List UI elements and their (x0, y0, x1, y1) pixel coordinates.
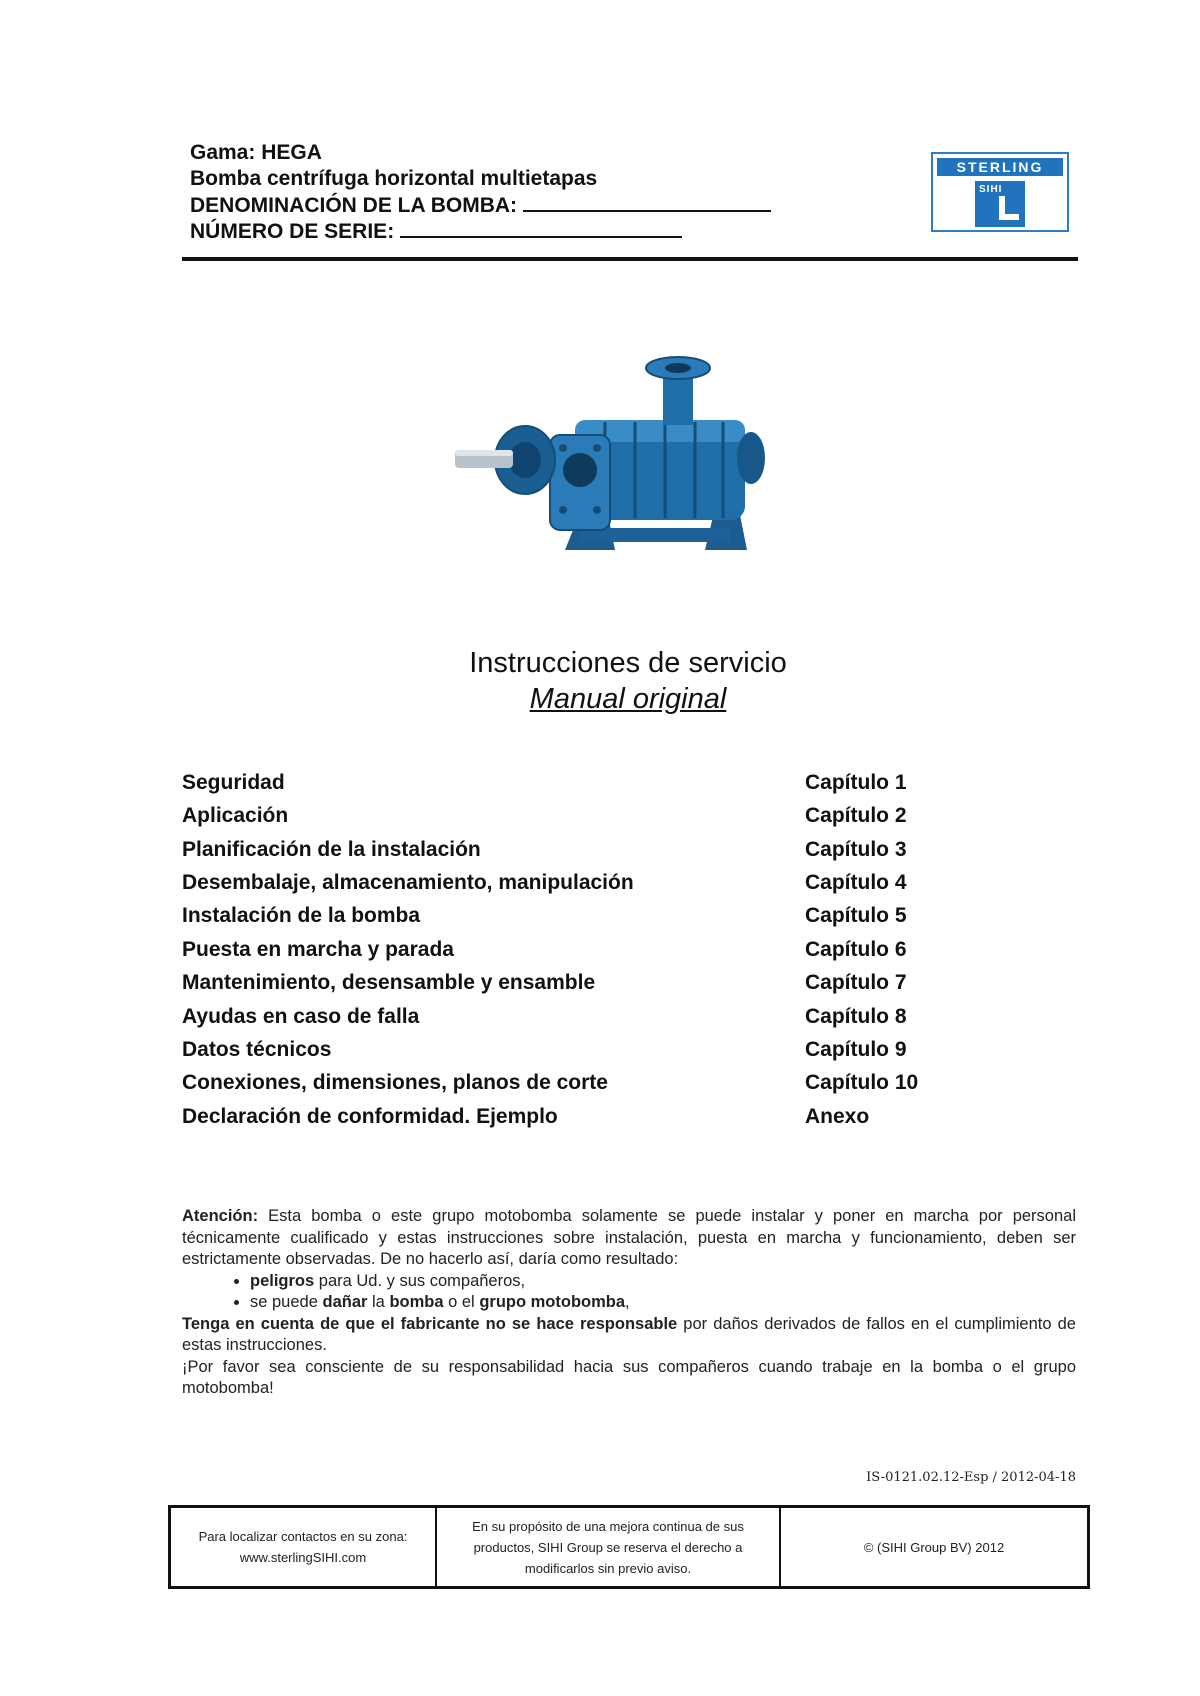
contents-row (182, 771, 962, 804)
contents-chapter: Capítulo 3 (805, 838, 907, 861)
footer-improvement-text: modificarlos sin previo aviso. (524, 1560, 692, 1576)
contents-row (182, 1105, 962, 1138)
footer-improvement-cell (435, 1508, 779, 1586)
serial-row (190, 218, 682, 245)
pump-type-label: Bomba centrífuga horizontal multietapas (190, 167, 598, 190)
contents-chapter: Capítulo 2 (805, 804, 907, 827)
attention-label: Atención: (182, 1207, 259, 1225)
contents-section: Declaración de conformidad. Ejemplo (182, 1105, 558, 1128)
contents-chapter: Capítulo 4 (805, 871, 907, 894)
footer-improvement-text: productos, SIHI Group se reserva el derecho a (473, 1539, 743, 1555)
contents-chapter: Capítulo 10 (805, 1071, 919, 1094)
footer-copyright: © (SIHI Group BV) 2012 (863, 1539, 1005, 1555)
contents-section: Conexiones, dimensiones, planos de corte (182, 1071, 608, 1094)
contents-chapter: Capítulo 7 (805, 971, 907, 994)
hazard-item: • peligros para Ud. y sus compañeros, (250, 1271, 1076, 1293)
contents-section: Mantenimiento, desensamble y ensamble (182, 971, 596, 994)
footer-table (168, 1505, 1090, 1589)
footer-contacts-text: Para localizar contactos en su zona: (198, 1529, 408, 1544)
designation-blank-line (523, 192, 771, 212)
contents-row (182, 1038, 962, 1071)
attention-intro: Esta bomba o este grupo motobomba solamente se puede instalar y poner en marcha por personal técnicamente cualificado y estas instrucciones sobre instalación, puesta en marcha y funcionamiento, deben ser estrictamente observadas. De no hacerlo así, daría como resultado: (182, 1207, 1076, 1268)
contents-chapter: Capítulo 1 (805, 771, 907, 794)
designation-row (190, 192, 771, 219)
contents-row (182, 838, 962, 871)
hazard-list (182, 1271, 1076, 1314)
contents-section: Seguridad (182, 771, 285, 794)
logo-emblem (975, 181, 1025, 227)
footer-website-link[interactable]: www.sterlingSIHI.com (239, 1550, 367, 1565)
contents-section: Datos técnicos (182, 1038, 332, 1061)
contents-section: Desembalaje, almacenamiento, manipulación (182, 871, 634, 894)
hazard-item: • se puede dañar la bomba o el grupo motobomba, (250, 1292, 1076, 1314)
contents-row (182, 971, 962, 1004)
attention-intro-paragraph (182, 1206, 1076, 1271)
contents-section: Instalación de la bomba (182, 904, 421, 927)
contents-chapter: Capítulo 9 (805, 1038, 907, 1061)
document-reference: IS-0121.02.12-Esp / 2012-04-18 (866, 1470, 1076, 1485)
contents-chapter: Capítulo 5 (805, 904, 907, 927)
contents-row (182, 938, 962, 971)
contents-row (182, 871, 962, 904)
contents-chapter: Anexo (805, 1105, 870, 1128)
document-subtitle: Manual original (529, 683, 727, 715)
responsibility-note: ¡Por favor sea consciente de su responsabilidad hacia sus compañeros cuando trabaje en la bomba o el grupo motobomba! (182, 1357, 1076, 1397)
footer-contacts-cell (171, 1508, 435, 1586)
logo-sub: SIHI (979, 184, 1003, 195)
footer-improvement-text: En su propósito de una mejora continua de sus (472, 1518, 744, 1534)
designation-label: DENOMINACIÓN DE LA BOMBA: (190, 194, 518, 217)
contents-chapter: Capítulo 6 (805, 938, 907, 961)
range-label: Gama: HEGA (190, 141, 322, 164)
sterling-sihi-logo (931, 152, 1069, 232)
contents-row (182, 804, 962, 837)
serial-label: NÚMERO DE SERIE: (190, 220, 395, 243)
contents-chapter: Capítulo 8 (805, 1005, 907, 1028)
contents-section: Aplicación (182, 804, 289, 827)
pump-illustration (455, 350, 805, 580)
contents-row (182, 1071, 962, 1104)
contents-section: Planificación de la instalación (182, 838, 481, 861)
contents-row (182, 1005, 962, 1038)
contents-section: Puesta en marcha y parada (182, 938, 454, 961)
footer-copyright-cell (779, 1508, 1087, 1586)
liability-note: Tenga en cuenta de que el fabricante no se hace responsable por daños derivados de fallos en el cumplimiento de estas instrucciones. (182, 1314, 1076, 1354)
serial-blank-line (400, 218, 682, 238)
contents-row (182, 904, 962, 937)
document-title: Instrucciones de servicio (469, 647, 787, 679)
contents-section: Ayudas en caso de falla (182, 1005, 420, 1028)
logo-brand-band: STERLING (937, 158, 1063, 176)
header-rule (182, 257, 1078, 261)
attention-notice (182, 1206, 1076, 1400)
